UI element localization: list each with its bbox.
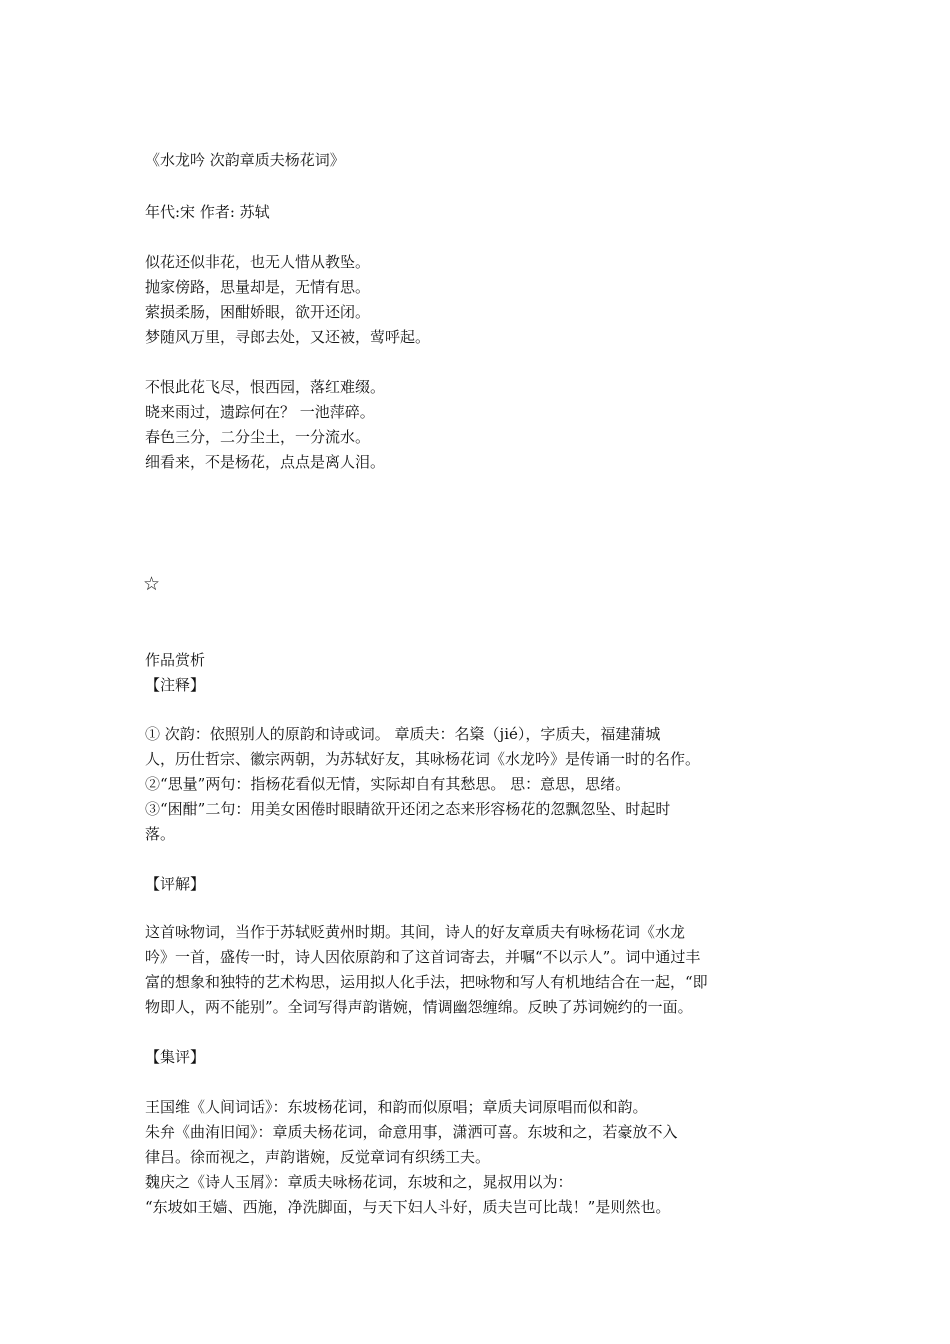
note-line: 人，历仕哲宗、徽宗两朝，为苏轼好友，其咏杨花词《水龙吟》是传诵一时的名作。: [145, 750, 701, 768]
collected-line: 王国维《人间词话》：东坡杨花词，和韵而似原唱；章质夫词原唱而似和韵。: [145, 1098, 648, 1116]
commentary-line: 吟》一首，盛传一时，诗人因依原韵和了这首词寄去，并嘱“不以示人”。词中通过丰: [145, 948, 701, 966]
poem-line: 抛家傍路，思量却是，无情有思。: [145, 278, 371, 296]
collected-line: 朱弁《曲洧旧闻》：章质夫杨花词，命意用事，潇洒可喜。东坡和之，若豪放不入: [145, 1123, 678, 1141]
poem-title: 《水龙吟 次韵章质夫杨花词》: [145, 151, 345, 169]
section-title: 作品赏析: [145, 651, 206, 669]
poem-line: 晓来雨过，遗踪何在？ 一池萍碎。: [145, 403, 375, 421]
note-line: 落。: [145, 825, 176, 843]
poem-line: 梦随风万里，寻郎去处，又还被，莺呼起。: [145, 328, 431, 346]
poem-line: 萦损柔肠，困酣娇眼，欲开还闭。: [145, 303, 371, 321]
commentary-line: 富的想象和独特的艺术构思，运用拟人化手法，把咏物和写人有机地结合在一起，“即: [145, 973, 708, 991]
poem-line: 不恨此花飞尽，恨西园，落红难缀。: [145, 378, 386, 396]
commentary-line: 这首咏物词，当作于苏轼贬黄州时期。其间，诗人的好友章质夫有咏杨花词《水龙: [145, 923, 686, 941]
note-line: ③“困酣”二句：用美女困倦时眼睛欲开还闭之态来形容杨花的忽飘忽坠、时起时: [145, 800, 671, 818]
collected-line: “东坡如王嫱、西施，净洗脚面，与天下妇人斗好，质夫岂可比哉！”是则然也。: [145, 1198, 671, 1216]
poem-line: 细看来，不是杨花，点点是离人泪。: [145, 453, 386, 471]
poem-line: 春色三分，二分尘土，一分流水。: [145, 428, 371, 446]
poem-meta: 年代:宋 作者: 苏轼: [145, 203, 270, 221]
note-line: ① 次韵：依照别人的原韵和诗或词。 章质夫：名楶（jié），字质夫，福建蒲城: [145, 725, 661, 743]
notes-heading: 【注释】: [145, 676, 206, 694]
collected-line: 魏庆之《诗人玉屑》：章质夫咏杨花词，东坡和之，晁叔用以为：: [145, 1173, 573, 1191]
note-line: ②“思量”两句：指杨花看似无情，实际却自有其愁思。 思：意思，思绪。: [145, 775, 631, 793]
star-icon: ☆: [143, 573, 161, 595]
collected-line: 律吕。徐而视之，声韵谐婉，反觉章词有织绣工夫。: [145, 1148, 491, 1166]
commentary-heading: 【评解】: [145, 875, 206, 893]
collected-heading: 【集评】: [145, 1048, 206, 1066]
commentary-line: 物即人，两不能别”。全词写得声韵谐婉，情调幽怨缠绵。反映了苏词婉约的一面。: [145, 998, 693, 1016]
poem-line: 似花还似非花，也无人惜从教坠。: [145, 253, 371, 271]
